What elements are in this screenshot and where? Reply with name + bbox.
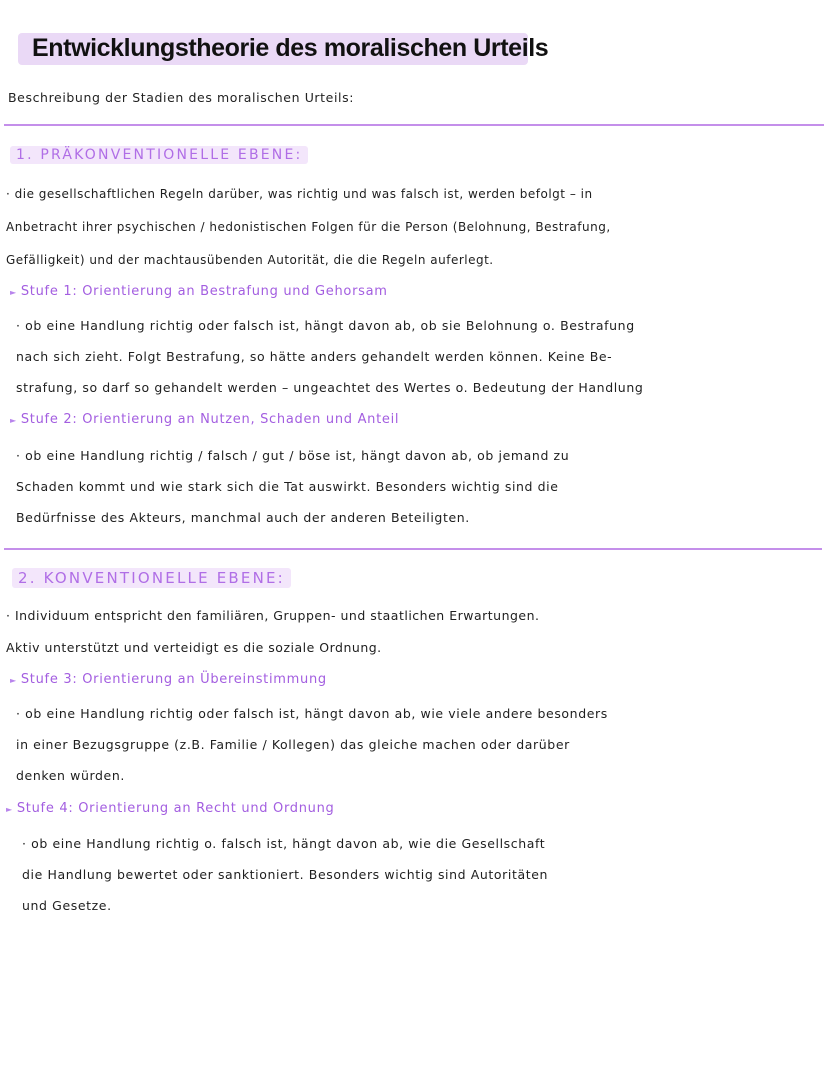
intro-line: · die gesellschaftlichen Regeln darüber, was richtig und was falsch ist, werden befolgt – in — [6, 187, 593, 201]
text-line: und Gesetze. — [22, 898, 112, 913]
stage-label: Stufe 4: Orientierung an Recht und Ordnung — [16, 801, 335, 816]
stage-3-text — [16, 698, 608, 791]
stage-4-text — [22, 828, 548, 921]
text-line: · ob eine Handlung richtig / falsch / gut / böse ist, hängt davon ab, ob jemand zu — [16, 448, 570, 463]
divider-middle — [4, 548, 822, 550]
stage-1-text — [16, 310, 643, 403]
divider-top — [4, 124, 824, 126]
bullet-arrow-icon: ► — [10, 676, 17, 685]
intro-line: Anbetracht ihrer psychischen / hedonistischen Folgen für die Person (Belohnung, Bestrafung, — [6, 220, 611, 234]
subtitle: Beschreibung der Stadien des moralischen Urteils: — [8, 90, 355, 105]
section-heading-konventionell: 2. KONVENTIONELLE EBENE: — [12, 568, 291, 588]
bullet-arrow-icon: ► — [10, 288, 17, 297]
intro-line: Aktiv unterstützt und verteidigt es die soziale Ordnung. — [6, 640, 382, 655]
stage-label: Stufe 2: Orientierung an Nutzen, Schaden und Anteil — [20, 412, 400, 427]
stage-3-heading — [10, 672, 327, 687]
section-heading-praekonventionell: 1. PRÄKONVENTIONELLE EBENE: — [10, 146, 308, 164]
text-line: in einer Bezugsgruppe (z.B. Familie / Kollegen) das gleiche machen oder darüber — [16, 737, 570, 752]
text-line: nach sich zieht. Folgt Bestrafung, so hätte anders gehandelt werden können. Keine Be- — [16, 349, 613, 364]
intro-line: Gefälligkeit) und der machtausübenden Autorität, die die Regeln auferlegt. — [6, 253, 494, 267]
text-line: · ob eine Handlung richtig oder falsch ist, hängt davon ab, ob sie Belohnung o. Bestrafung — [16, 318, 635, 333]
text-line: denken würden. — [16, 768, 125, 783]
stage-1-heading — [10, 284, 388, 299]
stage-4-heading — [6, 801, 335, 816]
page-title: Entwicklungstheorie des moralischen Urteils — [32, 34, 549, 62]
text-line: Schaden kommt und wie stark sich die Tat auswirkt. Besonders wichtig sind die — [16, 479, 559, 494]
text-line: die Handlung bewertet oder sanktioniert. Besonders wichtig sind Autoritäten — [22, 867, 549, 882]
stage-label: Stufe 3: Orientierung an Übereinstimmung — [20, 672, 327, 687]
bullet-arrow-icon: ► — [10, 416, 17, 425]
section-2-intro — [6, 600, 540, 664]
stage-2-text — [16, 440, 569, 533]
intro-line: · Individuum entspricht den familiären, Gruppen- und staatlichen Erwartungen. — [6, 608, 540, 623]
section-1-intro — [6, 178, 611, 277]
bullet-arrow-icon: ► — [6, 805, 13, 814]
text-line: strafung, so darf so gehandelt werden – ungeachtet des Wertes o. Bedeutung der Handlung — [16, 380, 644, 395]
text-line: Bedürfnisse des Akteurs, manchmal auch der anderen Beteiligten. — [16, 510, 470, 525]
text-line: · ob eine Handlung richtig oder falsch ist, hängt davon ab, wie viele andere besonders — [16, 706, 608, 721]
text-line: · ob eine Handlung richtig o. falsch ist, hängt davon ab, wie die Gesellschaft — [22, 836, 546, 851]
stage-2-heading — [10, 412, 399, 427]
stage-label: Stufe 1: Orientierung an Bestrafung und Gehorsam — [20, 284, 388, 299]
